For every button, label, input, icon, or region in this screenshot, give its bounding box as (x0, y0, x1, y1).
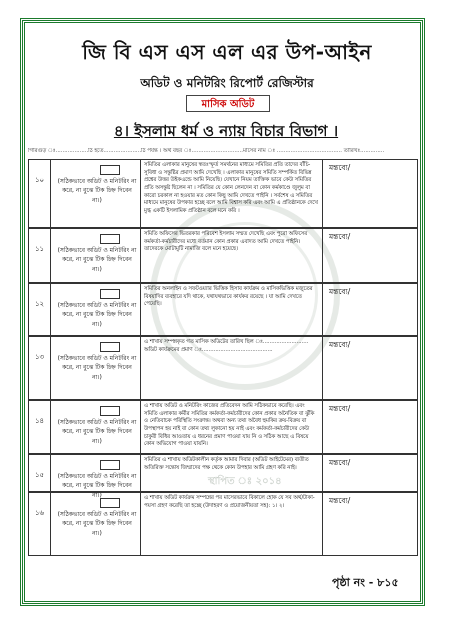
remarks-cell[interactable]: মন্তব্যে/ (329, 404, 351, 413)
audit-statement: সমিতির এলাকার মানুষের স্বতঃস্ফূর্ত সমর্থনের মাধ্যমে সমিতির প্রতি তাদের বাঁচি-সুবিধা ও সন্তুষ্টির প্রমাণ আমি দেখেছি । এলাকার মানুষের সমিতি সম্পর্কিত বিভিন্ন প্রশ্নের উত্তর উইকএন্ডে আমি নিয়েছি। যেখানে নিয়ম তাক্তিক ভাবে কেউ সমিতির প্রতি অসন্তুষ্ট ছিলেন না । সমিতির যে কোন লেনদেন বা কোন কর্মকাণ্ডে জুলুম বা কারো চরকাল না হওয়ার মত কোন কিছু আমি দেখতে পাইনি । সর্বশেষ এ সমিতির মাধ্যমে মানুষের উপকার হচ্ছে বলে আমি বিশ্বাস করি এবং আমি এ প্রতিষ্ঠানকে দেখে মুগ্ধ একটি ইসলামিক প্রতিষ্ঠান বলে মনে করি । (141, 160, 323, 227)
remarks-cell[interactable]: মন্তব্যে/ (329, 287, 351, 296)
meta-line: গিরিগুড় ঃ...................ঠি হতে......................ঠি পর্যন্ত । অর্থ বছর ঃ..............................মাসের নাম ঃ ...................................... তারিখঃ.............. (28, 148, 385, 154)
audit-statement: এ শাখায় অডিট ও মনিটরিং কাজের প্রতিবেদন আমি সঠিকভাবে করেছি। এবং সমিতি এলাকার কর্মীর সমিতির কর্মকর্তা-কর্মচারীদের কোন প্রকার অনৈতিক বা ঝুঁকি ও নেতিবাচক পরিস্থিতি সংক্রান্ত। অথবা অন্য তথ্য অবৈধ হুমকির ক্রয়-বিক্রয় বা উপস্থাপন হয় নাই বা কোন তথ্য লুকানো হয় নাই এবং কর্মকর্তা-কর্মচারীদের কেউ চাকুরী বিধির আওতায় এ ধরনের প্রমাণ পাওয়া যায় নি ও সঠিক আছে এ বিষয়ে কোন অভিযোগ পাওয়া যায়নি। (141, 401, 323, 453)
table-row (28, 400, 418, 454)
row-number: ১০ (29, 160, 51, 227)
row-number: ১২ (29, 284, 51, 335)
document-title: জি বি এস এস এল এর উপ-আইন (82, 40, 372, 64)
row-number: ১৩ (29, 337, 51, 399)
audit-statement: সমিতির অনলাইন ও সফটওয়্যার ভিত্তিক হিসাব কার্যক্রম ও মাসিকভিত্তিক মজুতের বিষয়াদির ব্যবহারে যদি থাকে, যথাযথভাবে কার্যকর রয়েছে । যা আমি দেখতে পেয়েছি। (141, 284, 323, 335)
tick-checkbox[interactable] (100, 165, 120, 175)
monthly-audit-badge: মাসিক অডিট (186, 95, 270, 112)
tick-instruction: (সঠিকভাবে অডিট ও মনিটরিং না করে, না বুঝে টিক চিহ্ন দিবেন না।) (57, 419, 137, 445)
tick-instruction: (সঠিকভাবে অডিট ও মনিটরিং না করে, না বুঝে টিক চিহ্ন দিবেন না।) (57, 247, 137, 273)
check-cell (51, 401, 141, 453)
tick-checkbox[interactable] (100, 498, 120, 508)
remarks-cell[interactable]: মন্তব্যে/ (329, 163, 351, 172)
tick-checkbox[interactable] (100, 406, 120, 416)
page-number: পৃষ্ঠা নং - ৮১৫ (332, 576, 399, 589)
remarks-cell[interactable]: মন্তব্যে/ (329, 496, 351, 505)
check-cell (51, 493, 141, 555)
audit-statement: এ শাখায় সম্পন্নকৃত গত মাসিক অডিটের তারিখ ছিল ঃ........................... অডিট কার্যক্রমের প্রমাণ ঃ.......................................... (141, 337, 323, 399)
table-row (28, 283, 418, 336)
check-cell (51, 284, 141, 335)
tick-instruction: (সঠিকভাবে অডিট ও মনিটরিং না করে, না বুঝে টিক চিহ্ন দিবেন না।) (57, 473, 137, 499)
tick-checkbox[interactable] (100, 289, 120, 299)
tick-checkbox[interactable] (100, 460, 120, 470)
table-row (28, 492, 418, 556)
row-number: ১৪ (29, 401, 51, 453)
check-cell (51, 337, 141, 399)
tick-instruction: (সঠিকভাবে অডিট ও মনিটরিং না করে, না বুঝে টিক চিহ্ন দিবেন না।) (57, 302, 137, 328)
tick-instruction: (সঠিকভাবে অডিট ও মনিটরিং না করে, না বুঝে টিক চিহ্ন দিবেন না।) (57, 355, 137, 381)
table-row (28, 336, 418, 400)
remarks-cell[interactable]: মন্তব্যে/ (329, 340, 351, 349)
section-heading-text: ৪। ইসলাম ধর্ম ও ন্যায় বিচার বিভাগ । (113, 122, 339, 140)
section-heading (56, 120, 396, 145)
check-cell (51, 229, 141, 282)
check-cell (51, 160, 141, 227)
check-cell (51, 455, 141, 499)
row-number: ১৬ (29, 493, 51, 555)
row-number: ১৫ (29, 455, 51, 491)
remarks-cell[interactable]: মন্তব্যে/ (329, 458, 351, 467)
register-subtitle: অডিট ও মনিটরিং রিপোর্ট রেজিস্টার (140, 76, 314, 90)
audit-statement: এ শাখায় অডিট কার্যক্রম সম্পন্নের পর মাসেরভাবে বিকালে হোক যে সব অর্থ/টাকা-পয়সা গ্রহণ করেছি তা হচ্ছে (উদাহরণ ও প্রয়োজনীয়তা সহ): ১। ২। (141, 493, 323, 555)
table-row (28, 228, 418, 283)
remarks-cell[interactable]: মন্তব্যে/ (329, 232, 351, 241)
tick-instruction: (সঠিকভাবে অডিট ও মনিটরিং না করে, না বুঝে টিক চিহ্ন দিবেন না।) (57, 511, 137, 537)
tick-instruction: (সঠিকভাবে অডিট ও মনিটরিং না করে, না বুঝে টিক চিহ্ন দিবেন না।) (57, 178, 137, 204)
watermark-established: স্থাপিত ঃ ২০১৪ (208, 476, 282, 487)
tick-checkbox[interactable] (100, 342, 120, 352)
audit-statement: সমিতি অফিসের ভিতরকার পরিবেশ ইসলাম সম্মত দেখেছি এবং পুরো অফিসের কর্মকর্তা-কর্মচারীদের মধ্যে বর্তমান কোন প্রকার এবাদত আমি দেখতে পাইনি। তাদেরকে মোটামুটি নামাজি বলে মনে হয়েছে। (141, 229, 323, 282)
audit-statement: সমিতির এ শাখায় অডিটকালীন কর্তৃক আমার দিবার (অডিট আইটেমের) ব্যতীত অতিরিক্ত সন্তোষ জিম্মাদের পক্ষ থেকে কোন উপহার আমি গ্রহণ করি নাই। (141, 455, 323, 491)
table-row (28, 159, 418, 228)
tick-checkbox[interactable] (100, 234, 120, 244)
row-number: ১১ (29, 229, 51, 282)
